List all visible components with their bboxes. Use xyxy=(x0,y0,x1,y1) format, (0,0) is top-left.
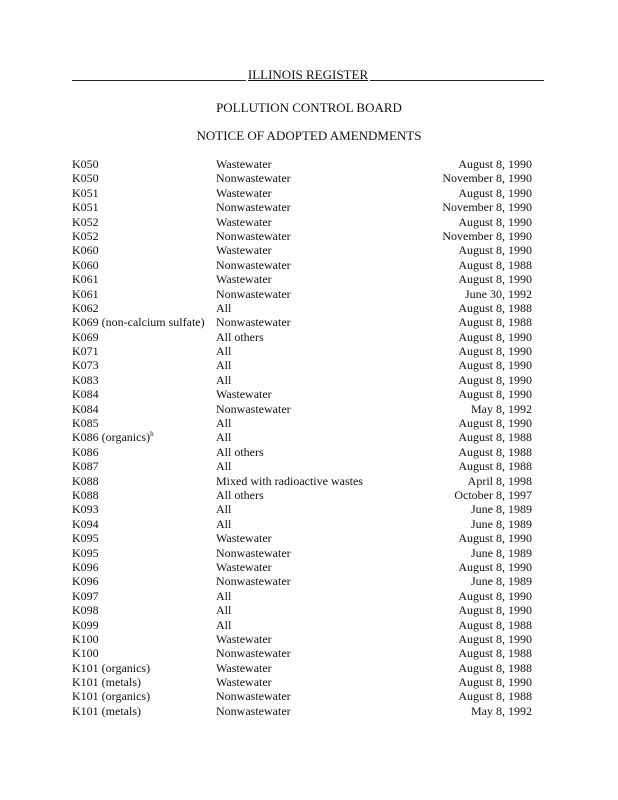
waste-code xyxy=(72,402,99,416)
effective-date: August 8, 1988 xyxy=(458,444,532,459)
table-row xyxy=(72,272,532,286)
table-row xyxy=(72,243,532,257)
waste-code xyxy=(72,200,99,214)
table-row xyxy=(72,675,532,689)
waste-form: All xyxy=(216,617,232,632)
waste-form: Nonwastewater xyxy=(216,286,291,301)
table-row xyxy=(72,358,532,372)
table-row xyxy=(72,589,532,603)
effective-date: August 8, 1988 xyxy=(458,459,532,474)
footnote-marker: h xyxy=(150,430,154,439)
waste-code xyxy=(72,661,150,675)
table-row xyxy=(72,517,532,531)
waste-form: All xyxy=(216,603,232,618)
waste-code-text: K060 xyxy=(72,243,99,258)
waste-form: All xyxy=(216,344,232,359)
waste-code-text: K062 xyxy=(72,300,99,315)
waste-form: Wastewater xyxy=(216,272,272,287)
table-row xyxy=(72,430,532,444)
table-row xyxy=(72,171,532,185)
waste-form: Wastewater xyxy=(216,185,272,200)
effective-date: May 8, 1992 xyxy=(471,703,532,718)
waste-code xyxy=(72,689,150,703)
waste-code xyxy=(72,344,99,358)
waste-code xyxy=(72,445,99,459)
waste-code xyxy=(72,474,99,488)
effective-date: November 8, 1990 xyxy=(442,228,532,243)
effective-date: June 8, 1989 xyxy=(471,574,532,589)
waste-code xyxy=(72,618,99,632)
waste-form: Nonwastewater xyxy=(216,689,291,704)
table-row xyxy=(72,287,532,301)
waste-code xyxy=(72,632,99,646)
waste-code-text: K052 xyxy=(72,228,99,243)
effective-date: August 8, 1990 xyxy=(458,329,532,344)
waste-code-text: K095 xyxy=(72,545,99,560)
effective-date: August 8, 1988 xyxy=(458,315,532,330)
waste-code xyxy=(72,258,99,272)
waste-code xyxy=(72,574,99,588)
waste-code-text: K094 xyxy=(72,516,99,531)
waste-code xyxy=(72,459,99,473)
waste-code-text: K101 (metals) xyxy=(72,675,141,690)
waste-form: All xyxy=(216,372,232,387)
table-row xyxy=(72,387,532,401)
waste-code xyxy=(72,315,205,329)
waste-code xyxy=(72,373,99,387)
table-row xyxy=(72,689,532,703)
effective-date: August 8, 1988 xyxy=(458,617,532,632)
table-row xyxy=(72,200,532,214)
waste-code xyxy=(72,546,99,560)
waste-code-text: K071 xyxy=(72,344,99,359)
waste-code-text: K093 xyxy=(72,502,99,517)
waste-form: Nonwastewater xyxy=(216,315,291,330)
waste-code xyxy=(72,171,99,185)
table-row xyxy=(72,632,532,646)
waste-form: Nonwastewater xyxy=(216,574,291,589)
waste-code xyxy=(72,488,99,502)
table-row xyxy=(72,344,532,358)
table-row xyxy=(72,531,532,545)
waste-code-text: K073 xyxy=(72,358,99,373)
table-row xyxy=(72,574,532,588)
effective-date: May 8, 1992 xyxy=(471,401,532,416)
table-row xyxy=(72,215,532,229)
waste-form: Wastewater xyxy=(216,387,272,402)
effective-date: August 8, 1988 xyxy=(458,300,532,315)
board-name: POLLUTION CONTROL BOARD xyxy=(216,100,402,115)
effective-date: August 8, 1990 xyxy=(458,243,532,258)
waste-form: All xyxy=(216,430,232,445)
waste-form: Wastewater xyxy=(216,631,272,646)
effective-date: November 8, 1990 xyxy=(442,171,532,186)
waste-code-text: K083 xyxy=(72,372,99,387)
effective-date: August 8, 1988 xyxy=(458,257,532,272)
effective-date: August 8, 1990 xyxy=(458,631,532,646)
effective-date: August 8, 1988 xyxy=(458,430,532,445)
waste-code-text: K085 xyxy=(72,416,99,431)
effective-dates-table xyxy=(72,157,532,718)
waste-form: Wastewater xyxy=(216,157,272,171)
table-row xyxy=(72,502,532,516)
waste-code-text: K101 (organics) xyxy=(72,689,151,704)
table-row xyxy=(72,546,532,560)
effective-date: June 8, 1989 xyxy=(471,545,532,560)
register-title: ILLINOIS REGISTER xyxy=(247,67,369,82)
waste-code-text: K061 xyxy=(72,272,99,287)
waste-code-text: K098 xyxy=(72,603,99,618)
waste-form: Nonwastewater xyxy=(216,171,291,186)
effective-date: June 8, 1989 xyxy=(471,516,532,531)
effective-date: August 8, 1990 xyxy=(458,372,532,387)
waste-code-text: K088 xyxy=(72,473,99,488)
waste-code-text: K061 xyxy=(72,286,99,301)
waste-code-text: K060 xyxy=(72,257,99,272)
waste-code xyxy=(72,675,141,689)
waste-form: Nonwastewater xyxy=(216,200,291,215)
waste-form: Nonwastewater xyxy=(216,545,291,560)
table-row xyxy=(72,186,532,200)
waste-code xyxy=(72,330,99,344)
table-row xyxy=(72,416,532,430)
waste-form: Nonwastewater xyxy=(216,257,291,272)
waste-form: All xyxy=(216,588,232,603)
waste-form: Wastewater xyxy=(216,559,272,574)
waste-code xyxy=(72,358,99,372)
waste-form: Mixed with radioactive wastes xyxy=(216,473,363,488)
waste-code-text: K101 (metals) xyxy=(72,703,141,718)
effective-date: August 8, 1990 xyxy=(458,603,532,618)
table-row xyxy=(72,157,532,171)
waste-form: Wastewater xyxy=(216,675,272,690)
waste-code xyxy=(72,243,99,257)
waste-code-text: K051 xyxy=(72,185,99,200)
effective-date: April 8, 1998 xyxy=(467,473,532,488)
effective-date: October 8, 1997 xyxy=(454,487,532,502)
table-row xyxy=(72,618,532,632)
effective-date: November 8, 1990 xyxy=(442,200,532,215)
waste-form: Wastewater xyxy=(216,531,272,546)
waste-form: Nonwastewater xyxy=(216,703,291,718)
waste-form: All xyxy=(216,358,232,373)
waste-form: Nonwastewater xyxy=(216,401,291,416)
table-row xyxy=(72,603,532,617)
table-row xyxy=(72,661,532,675)
waste-code xyxy=(72,589,99,603)
waste-code xyxy=(72,157,99,171)
effective-date: August 8, 1990 xyxy=(458,272,532,287)
effective-date: August 8, 1990 xyxy=(458,344,532,359)
effective-date: August 8, 1988 xyxy=(458,660,532,675)
waste-code-text: K096 xyxy=(72,559,99,574)
table-row xyxy=(72,646,532,660)
table-row xyxy=(72,373,532,387)
waste-code-text: K069 (non-calcium sulfate) xyxy=(72,315,205,330)
waste-code-text: K097 xyxy=(72,588,99,603)
waste-code-text: K050 xyxy=(72,171,99,186)
waste-code-text: K084 xyxy=(72,401,99,416)
effective-date: June 30, 1992 xyxy=(465,286,532,301)
table-row xyxy=(72,445,532,459)
effective-date: August 8, 1990 xyxy=(458,157,532,171)
waste-code-text: K100 xyxy=(72,631,99,646)
effective-date: August 8, 1988 xyxy=(458,689,532,704)
waste-code-text: K088 xyxy=(72,487,99,502)
waste-code-text: K069 xyxy=(72,329,99,344)
waste-code xyxy=(72,531,99,545)
waste-form: All xyxy=(216,300,232,315)
waste-code xyxy=(72,502,99,516)
effective-date: August 8, 1990 xyxy=(458,416,532,431)
effective-date: August 8, 1990 xyxy=(458,559,532,574)
waste-form: Nonwastewater xyxy=(216,646,291,661)
effective-date: August 8, 1990 xyxy=(458,588,532,603)
effective-date: August 8, 1990 xyxy=(458,387,532,402)
effective-date: August 8, 1990 xyxy=(458,185,532,200)
table-row xyxy=(72,704,532,718)
waste-code xyxy=(72,560,99,574)
table-row xyxy=(72,330,532,344)
effective-date: August 8, 1990 xyxy=(458,358,532,373)
waste-code xyxy=(72,704,141,718)
table-row xyxy=(72,488,532,502)
waste-code xyxy=(72,430,154,444)
notice-title: NOTICE OF ADOPTED AMENDMENTS xyxy=(196,128,422,143)
effective-date: August 8, 1990 xyxy=(458,214,532,229)
waste-form: Wastewater xyxy=(216,660,272,675)
waste-form: Nonwastewater xyxy=(216,228,291,243)
waste-code-text: K051 xyxy=(72,200,99,215)
waste-code xyxy=(72,387,99,401)
waste-form: All others xyxy=(216,444,264,459)
waste-code-text: K086 xyxy=(72,444,99,459)
waste-form: All others xyxy=(216,329,264,344)
waste-code xyxy=(72,186,99,200)
waste-code-text: K099 xyxy=(72,617,99,632)
waste-form: Wastewater xyxy=(216,214,272,229)
waste-code xyxy=(72,287,99,301)
waste-code-text: K084 xyxy=(72,387,99,402)
waste-form: All others xyxy=(216,487,264,502)
register-header xyxy=(72,68,544,82)
waste-code-text: K096 xyxy=(72,574,99,589)
waste-code-text: K087 xyxy=(72,459,99,474)
waste-code xyxy=(72,229,99,243)
effective-date: August 8, 1988 xyxy=(458,646,532,661)
waste-code xyxy=(72,215,99,229)
waste-form: All xyxy=(216,502,232,517)
waste-code-text: K100 xyxy=(72,646,99,661)
table-row xyxy=(72,459,532,473)
waste-code-text: K086 (organics) xyxy=(72,430,151,445)
waste-code-text: K052 xyxy=(72,214,99,229)
waste-code-text: K050 xyxy=(72,157,99,171)
effective-date: August 8, 1990 xyxy=(458,531,532,546)
waste-code xyxy=(72,416,99,430)
effective-date: August 8, 1990 xyxy=(458,675,532,690)
table-row xyxy=(72,258,532,272)
waste-form: All xyxy=(216,459,232,474)
waste-code xyxy=(72,603,99,617)
waste-code-text: K101 (organics) xyxy=(72,660,151,675)
table-row xyxy=(72,402,532,416)
table-row xyxy=(72,474,532,488)
waste-form: All xyxy=(216,416,232,431)
table-row xyxy=(72,229,532,243)
waste-form: All xyxy=(216,516,232,531)
waste-code xyxy=(72,301,99,315)
effective-date: June 8, 1989 xyxy=(471,502,532,517)
waste-code xyxy=(72,272,99,286)
waste-form: Wastewater xyxy=(216,243,272,258)
waste-code xyxy=(72,646,99,660)
waste-code-text: K095 xyxy=(72,531,99,546)
waste-code xyxy=(72,517,99,531)
table-row xyxy=(72,315,532,329)
table-row xyxy=(72,560,532,574)
table-row xyxy=(72,301,532,315)
